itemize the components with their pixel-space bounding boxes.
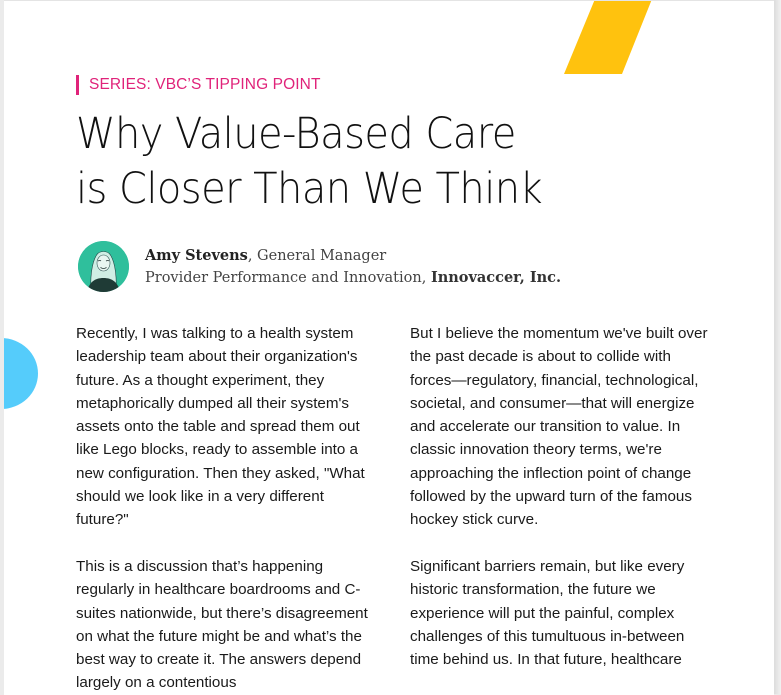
paragraph: But I believe the momentum we've built over the past decade is about to collide with forces—regulatory, financial, technological, societal, and consumer—that will energize and accelerate our transition to value. In classic innovation theory terms, we're approaching the inflection point of change followed by the upward turn of the famous hockey stick curve. [410,325,708,529]
author-line: Amy Stevens, General Manager [145,247,387,264]
author-byline [145,245,561,289]
body-column-right [410,322,710,695]
article-title [76,107,671,217]
yellow-parallelogram-decoration [560,0,680,74]
page-edge-shadow [774,0,781,694]
author-affiliation: Provider Performance and Innovation, Innovaccer, Inc. [145,269,562,286]
author-role: General Manager [257,248,387,264]
document-page [4,0,774,695]
body-column-left [76,322,376,695]
series-label: SERIES: VBC’S TIPPING POINT [76,75,321,95]
author-department: Provider Performance and Innovation [145,270,422,286]
blue-circle-decoration [4,338,38,409]
author-avatar [78,241,129,292]
author-name: Amy Stevens [145,247,248,264]
paragraph: Significant barriers remain, but like every historic transformation, the future we experience will put the painful, complex challenges of this tumultuous in-between time behind us. In that future, healthcare [410,557,685,669]
author-organization: Innovaccer, Inc. [430,269,562,286]
title-line-2: is Closer Than We Think [76,164,543,214]
paragraph: Recently, I was talking to a health system leadership team about their organization's future. As a thought experiment, they metaphorically dumped all their system's assets onto the table and spread them out like Lego blocks, ready to assemble into a new configuration. Then they asked, "What should we look like in a very different future?" [76,325,365,529]
paragraph: This is a discussion that’s happening regularly in healthcare boardrooms and C-suites nationwide, but there’s disagreement on what the future might be and what’s the best way to create it. The answers depend largely on a contentious [76,557,368,692]
title-line-1: Why Value-Based Care [76,109,516,159]
author-portrait-icon [78,241,129,292]
